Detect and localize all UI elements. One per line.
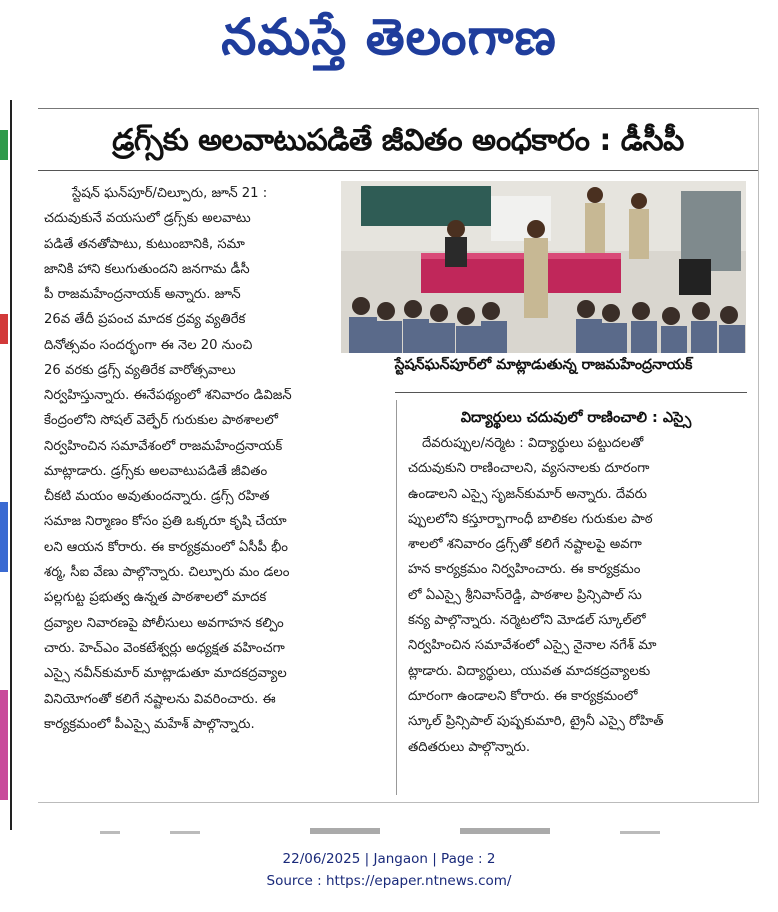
article-line: శాలలో శనివారం డ్రగ్స్‌తో కలిగే నష్టాలపై అవగా <box>408 537 642 553</box>
article-line: ప్పులలోని కస్తూర్బాగాంధీ బాలికల గురుకుల పాఠ <box>408 511 653 527</box>
left-edge-strip <box>10 100 12 830</box>
article-line: చదువుకుని రాణించాలని, వ్యసనాలకు దూరంగా <box>408 461 650 477</box>
article-line: పీ రాజమహేంద్రనాయక్ అన్నారు. జూన్ <box>44 287 241 303</box>
left-edge-mark-blue <box>0 502 8 572</box>
article-line: కేంద్రంలోని సోషల్ వెల్ఫేర్ గురుకుల పాఠశాలలో <box>44 413 278 429</box>
article-line: వినియోగంతో కలిగే నష్టాలను వివరించారు. ఈ <box>44 691 276 707</box>
column-divider <box>396 400 397 795</box>
article-line: చీకటి మయం అవుతుందన్నారు. డ్రగ్స్ రహిత <box>44 489 270 505</box>
left-edge-mark-pink <box>0 690 8 800</box>
article-line: నిర్వహించిన సమావేశంలో ఎస్సై నైనాల నగేశ్ మా <box>408 638 657 654</box>
article-line: తదితరులు పాల్గొన్నారు. <box>408 739 531 755</box>
left-edge-mark-green <box>0 130 8 160</box>
article2-headline: విద్యార్థులు చదువులో రాణించాలి : ఎస్సై <box>460 410 692 426</box>
photo-caption: స్టేషన్‌ఘన్‌పూర్‌లో మాట్లాడుతున్న రాజమహేంద్రనాయక్ <box>394 357 693 373</box>
masthead-title: నమస్తే తెలంగాణ <box>221 8 557 66</box>
article-line: ఎస్సై నవీన్‌కుమార్ మాట్లాడుతూ మాదకద్రవ్యాల <box>44 666 287 682</box>
article-line: లో ఏఎస్సై శ్రీనివాస్‌రెడ్డి, పాఠశాల ప్రిన్సిపాల్ సు <box>408 587 642 603</box>
article-line: పడితే తనతోపాటు, కుటుంబానికి, సమా <box>44 236 245 252</box>
masthead <box>0 0 778 80</box>
article-line: స్టేషన్ ఘన్‌పూర్/చిల్పూరు, జూన్ 21 : <box>72 186 268 201</box>
article-line: ఉండాలని ఎస్సై సృజన్‌కుమార్ అన్నారు. దేవరు <box>408 486 647 502</box>
headline-rule <box>38 170 758 171</box>
article-line: జానికి హాని కలుగుతుందని జనగామ డీసీ <box>44 261 250 277</box>
article-line: స్కూల్ ప్రిన్సిపాల్ పుష్పకుమారి, ట్రైనీ ఎస్సై రోహిత్ <box>408 714 664 730</box>
article-headline: డ్రగ్స్‌కు అలవాటుపడితే జీవితం అంధకారం : డీసీపీ <box>112 123 684 158</box>
article-line: నిర్వహిస్తున్నారు. ఈనేపథ్యంలో శనివారం డివిజన్ <box>44 388 292 403</box>
footer-date-edition: 22/06/2025 | Jangaon | Page : 2 <box>282 851 496 867</box>
article-line: కార్యక్రమంలో పీఎస్సై మహేశ్ పాల్గొన్నారు. <box>44 716 255 732</box>
left-edge-mark-red <box>0 314 8 344</box>
article-body-column-top <box>44 181 334 383</box>
article-line: దినోత్సవం సందర్భంగా ఈ నెల 20 నుంచి <box>44 337 253 353</box>
caption-rule <box>395 392 747 393</box>
article-line: కన్య పాల్గొన్నారు. నర్మెటలోని మోడల్ స్కూల్‌లో <box>408 613 646 629</box>
article-line: దూరంగా ఉండాలని కోరారు. ఈ కార్యక్రమంలో <box>408 688 638 704</box>
article2-body <box>408 431 753 760</box>
article-line: చారు. హెచ్‌ఎం వెంకటేశ్వర్లు అధ్యక్షత వహించగా <box>44 640 285 656</box>
article-line: చదువుకునే వయసులో డ్రగ్స్‌కు అలవాటు <box>44 211 251 227</box>
footer-source: Source : https://epaper.ntnews.com/ <box>266 873 512 889</box>
article-line: శర్మ, సీఐ వేణు పాల్గొన్నారు. చిల్పూరు మం డలం <box>44 565 290 581</box>
article-line: పల్లగుట్ట ప్రభుత్వ ఉన్నత పాఠశాలలో మాదక <box>44 590 267 606</box>
article-line: ద్రవ్యాల నివారణపై పోలీసులు అవగాహన కల్పిం <box>44 615 284 631</box>
article-line: దేవరుప్పుల/నర్మెట : విద్యార్థులు పట్టుదలతో <box>422 436 644 451</box>
article-line: హన కార్యక్రమం నిర్వహించారు. ఈ కార్యక్రమం <box>408 562 641 578</box>
cut-off-text-fragment <box>60 822 740 834</box>
article-line: లని ఆయన కోరారు. ఈ కార్యక్రమంలో ఏసీపీ భీం <box>44 539 288 555</box>
article-line: ట్లాడారు. విద్యార్థులు, యువత మాదకద్రవ్యాలకు <box>408 663 651 679</box>
article-line: మాట్లాడారు. డ్రగ్స్‌కు అలవాటుపడితే జీవితం <box>44 463 268 479</box>
article-line: 26వ తేదీ ప్రపంచ మాదక ద్రవ్య వ్యతిరేక <box>44 312 246 328</box>
article-body-column-bottom <box>44 383 389 737</box>
article-line: సమాజ నిర్మాణం కోసం ప్రతి ఒక్కరూ కృషి చేయా <box>44 514 287 530</box>
article-line: నిర్వహించిన సమావేశంలో రాజమహేంద్రనాయక్ <box>44 438 283 454</box>
photo-illustration <box>341 181 746 353</box>
news-photo <box>341 181 746 353</box>
article-line: 26 వరకు డ్రగ్స్ వ్యతిరేక వారోత్సవాలు <box>44 363 236 379</box>
